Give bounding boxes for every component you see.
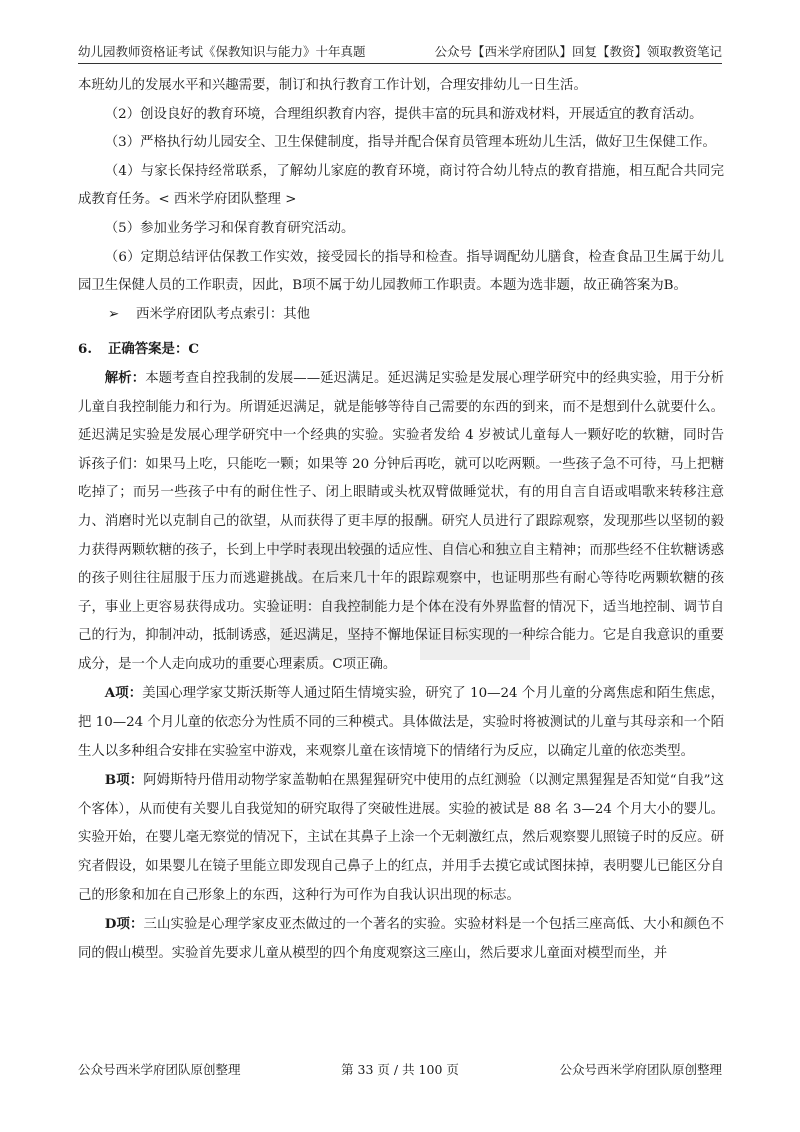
topic-index-text: 西米学府团队考点索引：其他 bbox=[136, 306, 311, 322]
header-left-title: 幼儿园教师资格证考试《保教知识与能力》十年真题 bbox=[78, 44, 366, 59]
option-d-paragraph bbox=[78, 910, 724, 968]
option-b-text: 阿姆斯特丹借用动物学家盖勒帕在黑猩猩研究中使用的点红测验（以测定黑猩猩是否知觉“自我”这个客体），从而使有关婴儿自我觉知的研究取得了突破性进展。实验的被试是 88 名 3—24 个月大小的婴儿。实验开始，在婴儿毫无察觉的情况下，主试在其鼻子上涂一个无刺激红点，然后观察婴儿照镜子时的反应。研究者假设，如果婴儿在镜子里能立即发现自己鼻子上的红点，并用手去摸它或试图抹掉，表明婴儿已能区分自己的形象和加在自己形象上的东西，这种行为可作为自我认识出现的标志。 bbox=[78, 773, 724, 903]
answer-text: 正确答案是：C bbox=[108, 341, 200, 358]
page-header bbox=[78, 36, 722, 64]
option-a-text: 美国心理学家艾斯沃斯等人通过陌生情境实验，研究了 10—24 个月儿童的分离焦虑和陌生焦虑，把 10—24 个月儿童的依恋分为性质不同的三种模式。具体做法是，实验时将被测试的儿童与其母亲和一个陌生人以多种组合安排在实验室中游戏，来观察儿童在该情境下的情绪行为反应，以确定儿童的依恋类型。 bbox=[78, 686, 724, 759]
analysis-label: 解析： bbox=[104, 369, 146, 386]
page-content bbox=[78, 72, 724, 968]
paragraph-continued: 本班幼儿的发展水平和兴趣需要，制订和执行教育工作计划，合理安排幼儿一日生活。 bbox=[78, 78, 587, 93]
duty-item-6: （6）定期总结评估保教工作实效，接受园长的指导和检查。指导调配幼儿膳食，检查食品卫生属于幼儿园卫生保健人员的工作职责，因此，B项不属于幼儿园教师工作职责。本题为选非题，故正确答案为B。 bbox=[78, 249, 724, 294]
duty-item-5: （5）参加业务学习和保育教育研究活动。 bbox=[104, 220, 355, 236]
option-d-text: 三山实验是心理学家皮亚杰做过的一个著名的实验。实验材料是一个包括三座高低、大小和颜色不同的假山模型。实验首先要求儿童从模型的四个角度观察这三座山，然后要求儿童面对模型而坐，并 bbox=[78, 917, 724, 961]
option-a-paragraph bbox=[78, 679, 724, 766]
page-number: 第 33 页 / 共 100 页 bbox=[341, 1062, 459, 1077]
option-a-label: A项： bbox=[104, 685, 143, 702]
analysis-paragraph bbox=[78, 364, 724, 680]
footer-left: 公众号西米学府团队原创整理 bbox=[78, 1062, 241, 1077]
topic-index bbox=[78, 301, 724, 330]
question-6-answer bbox=[78, 335, 724, 364]
duty-item-2: （2）创设良好的教育环境，合理组织教育内容，提供丰富的玩具和游戏材料，开展适宜的教育活动。 bbox=[104, 106, 703, 122]
header-right-note: 公众号【西米学府团队】回复【教资】领取教资笔记 bbox=[434, 44, 722, 59]
duty-item-3: （3）严格执行幼儿园安全、卫生保健制度，指导并配合保育员管理本班幼儿生活，做好卫生保健工作。 bbox=[104, 135, 716, 151]
analysis-text: 本题考查自控我制的发展——延迟满足。延迟满足实验是发展心理学研究中的经典实验，用于分析儿童自我控制能力和行为。所谓延迟满足，就是能够等待自己需要的东西的到来，而不是想到什么就要什么。延迟满足实验是发展心理学研究中一个经典的实验。实验者发给 4 岁被试儿童每人一颗好吃的软糖，同时告诉孩子们：如果马上吃，只能吃一颗；如果等 20 分钟后再吃，就可以吃两颗。一些孩子急不可待，马上把糖吃掉了；而另一些孩子中有的耐住性子、闭上眼睛或头枕双臂做睡觉状，有的用自言自语或唱歌来转移注意力、消磨时光以克制自己的欲望，从而获得了更丰厚的报酬。研究人员进行了跟踪观察，发现那些以坚韧的毅力获得两颗软糖的孩子，长到上中学时表现出较强的适应性、自信心和独立自主精神；而那些经不住软糖诱惑的孩子则往往屈服于压力而逃避挑战。在后来几十年的跟踪观察中，也证明那些有耐心等待吃两颗软糖的孩子，事业上更容易获得成功。实验证明：自我控制能力是个体在没有外界监督的情况下，适当地控制、调节自己的行为，抑制冲动，抵制诱惑，延迟满足，坚持不懈地保证目标实现的一种综合能力。它是自我意识的重要成分，是一个人走向成功的重要心理素质。C项正确。 bbox=[78, 370, 725, 672]
option-d-label: D项： bbox=[104, 916, 144, 933]
footer-right: 公众号西米学府团队原创整理 bbox=[559, 1062, 722, 1077]
question-number: 6. bbox=[78, 341, 92, 358]
arrow-bullet-icon: ➢ bbox=[108, 306, 120, 322]
page-footer bbox=[78, 1060, 722, 1078]
duty-item-4: （4）与家长保持经常联系，了解幼儿家庭的教育环境，商讨符合幼儿特点的教育措施，相互配合共同完成教育任务。< 西米学府团队整理 > bbox=[78, 163, 724, 208]
option-b-paragraph bbox=[78, 766, 724, 910]
option-b-label: B项： bbox=[104, 772, 144, 789]
